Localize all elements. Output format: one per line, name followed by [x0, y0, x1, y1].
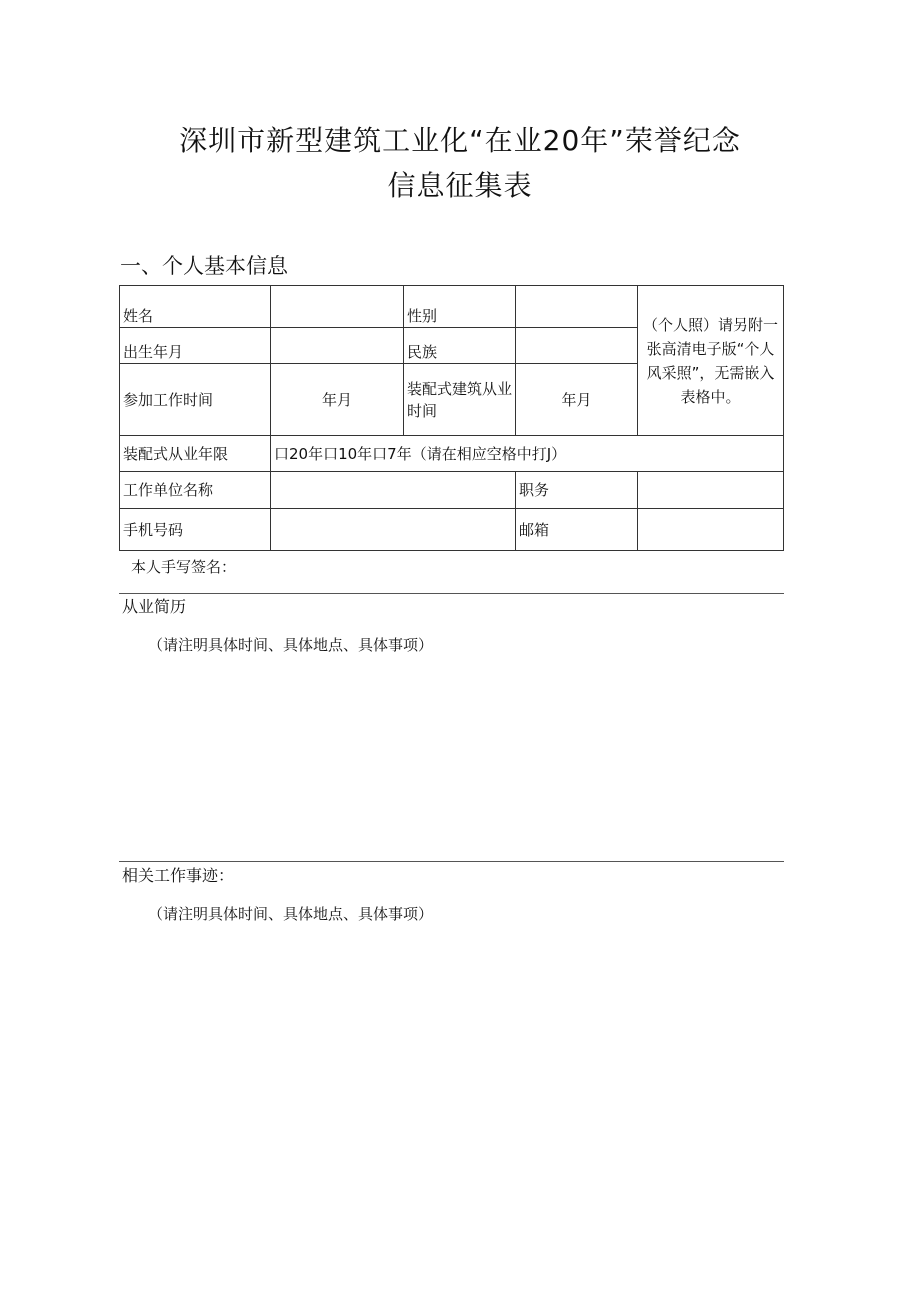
name-label: 姓名	[120, 286, 271, 328]
prefab-years-options[interactable]: 口20年口10年口7年（请在相应空格中打J）	[271, 436, 784, 472]
section-heading-basic-info: 一、个人基本信息	[120, 254, 288, 278]
table-row	[120, 436, 784, 472]
position-field[interactable]	[638, 472, 784, 509]
basic-info-table	[119, 285, 784, 551]
resume-note: （请注明具体时间、具体地点、具体事项）	[148, 636, 434, 654]
divider	[119, 593, 784, 594]
phone-field[interactable]	[271, 509, 516, 551]
achievements-heading: 相关工作事迹：	[122, 866, 235, 885]
table-row	[120, 472, 784, 509]
position-label: 职务	[516, 472, 638, 509]
employer-label: 工作单位名称	[120, 472, 271, 509]
divider	[119, 861, 784, 862]
birth-date-label: 出生年月	[120, 328, 271, 364]
photo-note: （个人照）请另附一张高清电子版“个人风采照”，无需嵌入表格中。	[638, 286, 784, 436]
resume-heading: 从业简历	[122, 597, 187, 616]
work-start-label: 参加工作时间	[120, 364, 271, 436]
work-start-field[interactable]: 年月	[271, 364, 404, 436]
document-title-line1: 深圳市新型建筑工业化“在业20年”荣誉纪念	[179, 124, 741, 157]
name-field[interactable]	[271, 286, 404, 328]
phone-label: 手机号码	[120, 509, 271, 551]
ethnicity-label: 民族	[404, 328, 516, 364]
employer-field[interactable]	[271, 472, 516, 509]
gender-field[interactable]	[516, 286, 638, 328]
email-field[interactable]	[638, 509, 784, 551]
prefab-start-field[interactable]: 年月	[516, 364, 638, 436]
ethnicity-field[interactable]	[516, 328, 638, 364]
birth-date-field[interactable]	[271, 328, 404, 364]
email-label: 邮箱	[516, 509, 638, 551]
gender-label: 性别	[404, 286, 516, 328]
prefab-years-label: 装配式从业年限	[120, 436, 271, 472]
prefab-start-label: 装配式建筑从业时间	[404, 364, 516, 436]
signature-label: 本人手写签名：	[131, 558, 237, 576]
table-row	[120, 509, 784, 551]
achievements-note: （请注明具体时间、具体地点、具体事项）	[148, 905, 434, 923]
document-title-line2: 信息征集表	[387, 169, 533, 202]
table-row	[120, 286, 784, 328]
